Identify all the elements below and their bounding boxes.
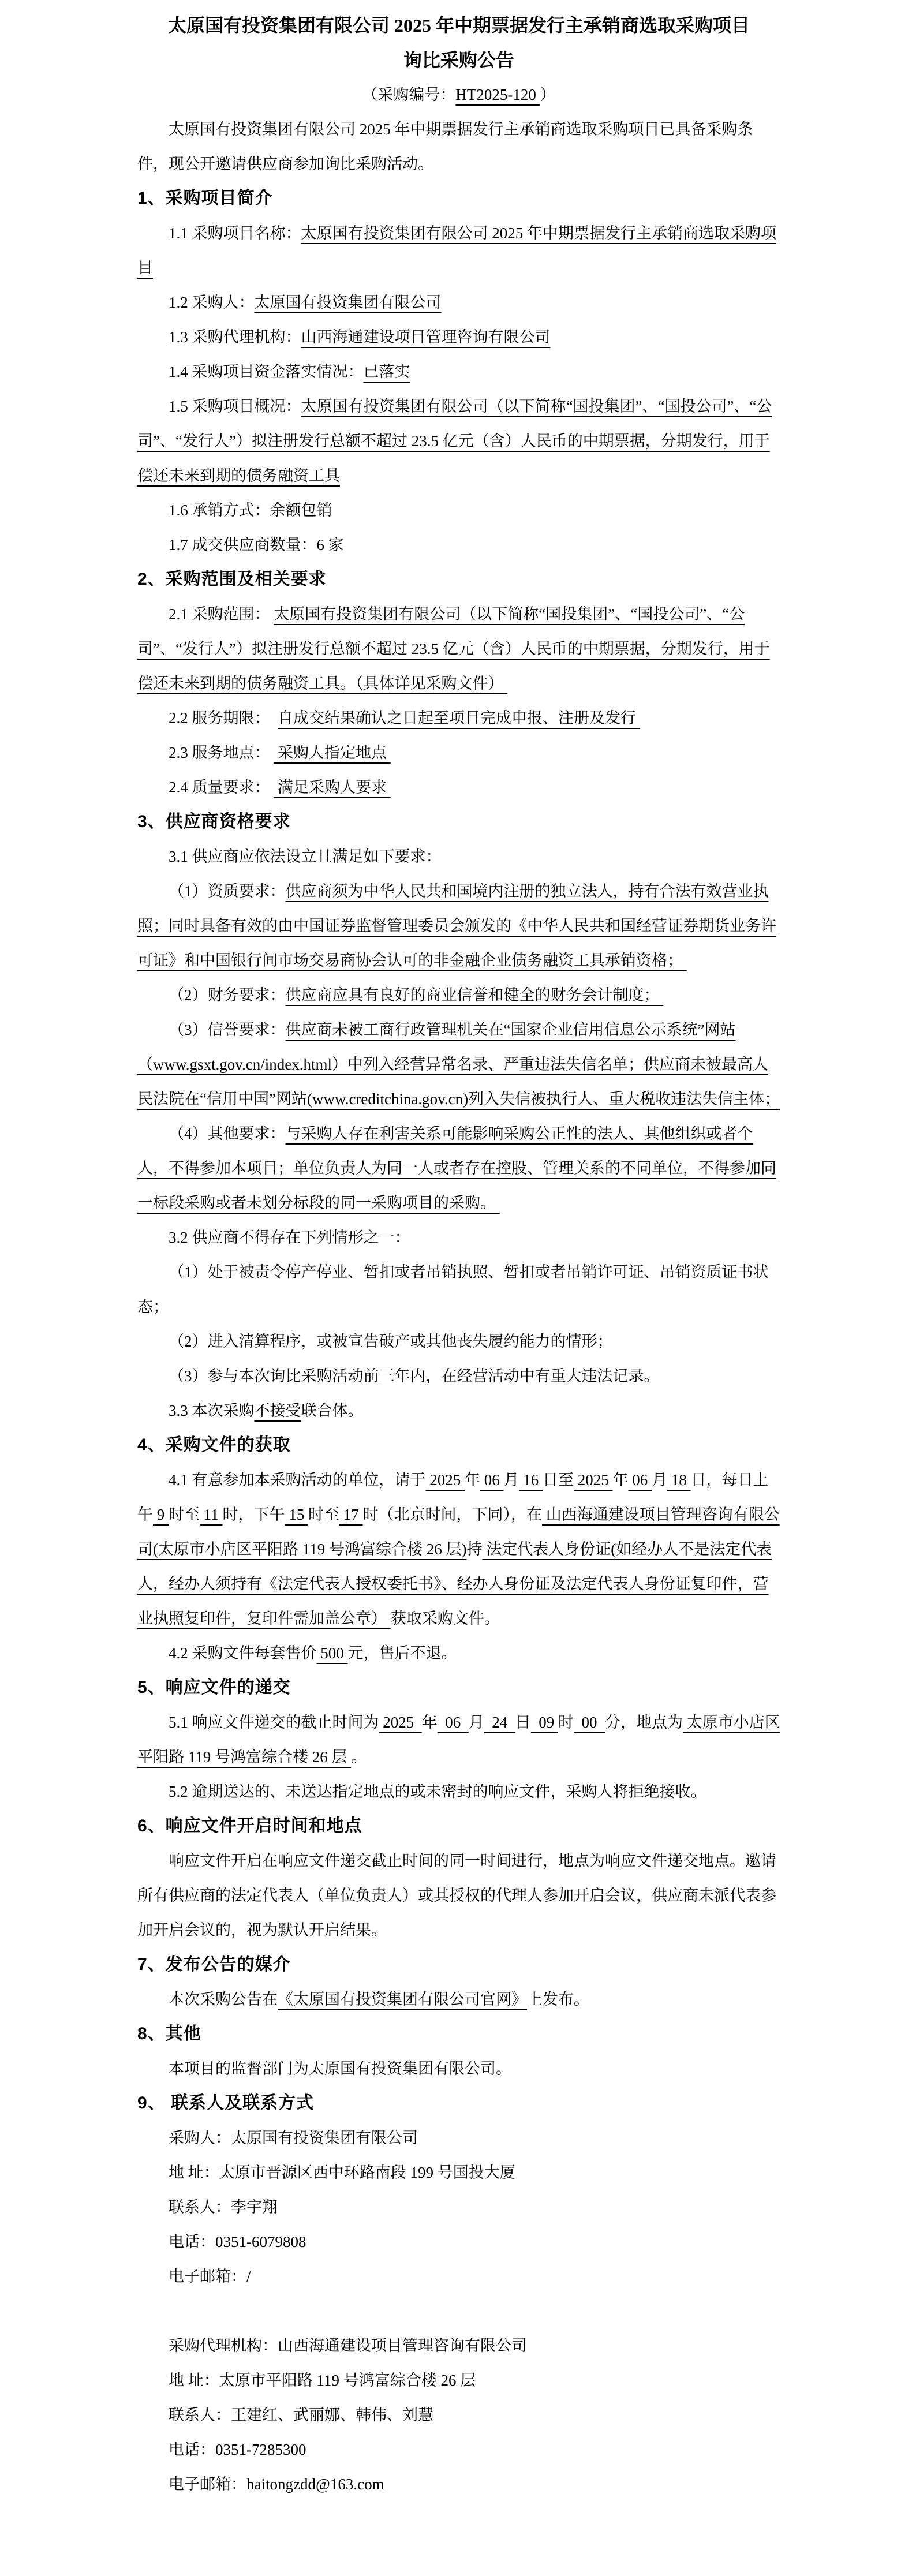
procurement-number-prefix: （采购编号： bbox=[362, 86, 456, 103]
text-run: 获取采购文件。 bbox=[390, 1610, 500, 1627]
text-run: 2.3 服务地点： bbox=[169, 744, 274, 761]
paragraph bbox=[137, 701, 780, 735]
underlined-text: 06 bbox=[628, 1471, 652, 1489]
text-run: 时至 bbox=[308, 1506, 339, 1523]
paragraph bbox=[137, 735, 780, 770]
underlined-text: 06 bbox=[437, 1714, 469, 1731]
paragraph bbox=[137, 2224, 780, 2259]
underlined-text: 09 bbox=[530, 1714, 558, 1731]
text-run: （2）进入清算程序，或被宣告破产或其他丧失履约能力的情形； bbox=[169, 1333, 613, 1350]
text-run: （4）其他要求： bbox=[169, 1125, 286, 1142]
underlined-text: 24 bbox=[484, 1714, 515, 1731]
section-heading: 2、采购范围及相关要求 bbox=[137, 570, 327, 589]
text-run: 月 bbox=[652, 1471, 667, 1489]
paragraph bbox=[137, 839, 780, 874]
text-run: 联系人：王建红、武丽娜、韩伟、刘慧 bbox=[169, 2406, 433, 2424]
underlined-text: 供应商应具有良好的商业信誉和健全的财务会计制度； bbox=[285, 986, 664, 1004]
paragraph bbox=[137, 354, 780, 389]
document-title-line-2: 询比采购公告 bbox=[403, 50, 514, 70]
text-run: 时（北京时间，下同），在 bbox=[362, 1506, 542, 1523]
text-run: 1.4 采购项目资金落实情况： bbox=[169, 363, 364, 380]
underlined-text: 06 bbox=[480, 1471, 504, 1489]
text-run: 1.2 采购人： bbox=[169, 294, 255, 311]
text-run: （2）财务要求： bbox=[169, 986, 286, 1004]
section-heading: 4、采购文件的获取 bbox=[137, 1435, 291, 1455]
document-title-line-1: 太原国有投资集团有限公司 2025 年中期票据发行主承销商选取采购项目 bbox=[167, 15, 750, 36]
paragraph bbox=[137, 2190, 780, 2224]
text-run: 年 bbox=[612, 1471, 629, 1489]
text-run: 电话：0351-7285300 bbox=[169, 2441, 306, 2458]
text-run: 时 bbox=[558, 1714, 574, 1731]
text-run: 日 bbox=[515, 1714, 531, 1731]
underlined-text: 15 bbox=[285, 1506, 308, 1523]
text-run: 年 bbox=[421, 1714, 438, 1731]
paragraph bbox=[137, 1636, 780, 1670]
text-run: 电子邮箱：/ bbox=[169, 2268, 251, 2285]
text-run: 响应文件开启在响应文件递交截止时间的同一时间进行，地点为响应文件递交地点。邀请所有供应商的法定代表人（单位负责人）或其授权的代理人参加开启会议，供应商未派代表参加开启会议的，视为默认开启结果。 bbox=[137, 1852, 776, 1939]
section-heading: 3、供应商资格要求 bbox=[137, 812, 291, 831]
underlined-text: 满足采购人要求 bbox=[274, 779, 391, 796]
section-heading: 9、 联系人及联系方式 bbox=[137, 2093, 315, 2113]
text-run: 电子邮箱：haitongzdd@163.com bbox=[169, 2476, 384, 2493]
paragraph bbox=[137, 597, 780, 701]
underlined-text: 2025 bbox=[574, 1471, 613, 1489]
paragraph bbox=[137, 1012, 780, 1116]
paragraph bbox=[137, 1844, 780, 1947]
underlined-text: 太原国有投资集团有限公司（以下简称“国投集团”、“国投公司”、“公司”、“发行人”）拟注册发行总额不超过 23.5 亿元（含）人民币的中期票据，分期发行，用于偿还未来到期的债务融资工具。（具体详见采购文件） bbox=[137, 605, 770, 692]
paragraph bbox=[137, 2432, 780, 2467]
underlined-text: 与采购人存在利害关系可能影响采购公正性的法人、其他组织或者个人，不得参加本项目；单位负责人为同一人或者存在控股、管理关系的不同单位，不得参加同一标段采购或者未划分标段的同一采购项目的采购。 bbox=[137, 1125, 776, 1212]
procurement-number-suffix: ） bbox=[540, 86, 556, 103]
text-run: 5.1 响应文件递交的截止时间为 bbox=[169, 1714, 379, 1731]
paragraph bbox=[137, 1220, 780, 1255]
paragraph bbox=[137, 2294, 780, 2328]
text-run: （1）资质要求： bbox=[169, 883, 286, 900]
paragraph bbox=[137, 1324, 780, 1359]
text-run: 3.1 供应商应依法设立且满足如下要求： bbox=[169, 848, 442, 865]
paragraph bbox=[137, 1116, 780, 1220]
text-run: （3）信誉要求： bbox=[169, 1021, 286, 1038]
procurement-number-line bbox=[137, 77, 780, 112]
text-run: 1.3 采购代理机构： bbox=[169, 328, 301, 346]
underlined-text: 《太原国有投资集团有限公司官网》 bbox=[278, 1991, 527, 2008]
text-run: 2.4 质量要求： bbox=[169, 779, 274, 796]
underlined-text: 2025 bbox=[425, 1471, 465, 1489]
paragraph bbox=[137, 1255, 780, 1324]
underlined-text: 太原国有投资集团有限公司 bbox=[254, 294, 442, 311]
underlined-text: 自成交结果确认之日起至项目完成申报、注册及发行 bbox=[278, 709, 640, 727]
text-run: 。 bbox=[351, 1748, 367, 1766]
text-run: 3.2 供应商不得存在下列情形之一： bbox=[169, 1229, 410, 1246]
underlined-text: 不接受 bbox=[254, 1402, 301, 1419]
paragraph bbox=[137, 2328, 780, 2363]
underlined-text: 17 bbox=[339, 1506, 363, 1523]
underlined-text: 已落实 bbox=[363, 363, 410, 380]
paragraph bbox=[137, 320, 780, 354]
text-run: 分，地点为 bbox=[605, 1714, 683, 1731]
paragraph bbox=[137, 770, 780, 805]
text-run: （3）参与本次询比采购活动前三年内，在经营活动中有重大违法记录。 bbox=[169, 1367, 660, 1385]
text-run: 2.2 服务期限： bbox=[169, 709, 278, 727]
text-run: 联系人：李宇翔 bbox=[169, 2199, 278, 2216]
text-run bbox=[169, 2302, 173, 2320]
underlined-text: 山西海通建设项目管理咨询有限公司(太原市小店区平阳路 119 号鸿富综合楼 26 层) bbox=[137, 1506, 780, 1558]
text-run: 本项目的监督部门为太原国有投资集团有限公司。 bbox=[169, 2060, 511, 2077]
underlined-text: 采购人指定地点 bbox=[274, 744, 391, 761]
text-run: 4.1 有意参加本采购活动的单位，请于 bbox=[169, 1471, 426, 1489]
text-run: 电话：0351-6079808 bbox=[169, 2233, 306, 2250]
text-run: 月 bbox=[503, 1471, 519, 1489]
paragraph bbox=[137, 1705, 780, 1774]
paragraph bbox=[137, 2259, 780, 2294]
text-run: 上发布。 bbox=[527, 1991, 589, 2008]
paragraph bbox=[137, 389, 780, 493]
text-run: 采购代理机构：山西海通建设项目管理咨询有限公司 bbox=[169, 2337, 527, 2354]
text-run: 地 址：太原市平阳路 119 号鸿富综合楼 26 层 bbox=[169, 2372, 476, 2389]
paragraph bbox=[137, 2155, 780, 2190]
text-run: 持 bbox=[466, 1541, 483, 1558]
underlined-text: 11 bbox=[200, 1506, 223, 1523]
text-run: 1.6 承销方式：余额包销 bbox=[169, 502, 332, 519]
text-run: 1.7 成交供应商数量：6 家 bbox=[169, 536, 344, 554]
paragraph bbox=[137, 1463, 780, 1636]
text-run: 日，每日上午 bbox=[137, 1471, 769, 1523]
underlined-text: 山西海通建设项目管理咨询有限公司 bbox=[301, 328, 551, 346]
text-run: 地 址：太原市晋源区西中环路南段 199 号国投大厦 bbox=[169, 2164, 515, 2181]
underlined-text: 500 bbox=[316, 1644, 348, 1662]
paragraph bbox=[137, 2051, 780, 2086]
text-run: （1）处于被责令停产停业、暂扣或者吊销执照、暂扣或者吊销许可证、吊销资质证书状态； bbox=[137, 1263, 769, 1315]
document-body bbox=[137, 112, 780, 2502]
paragraph bbox=[137, 2363, 780, 2398]
paragraph bbox=[137, 1982, 780, 2017]
text-run: 4.2 采购文件每套售价 bbox=[169, 1644, 317, 1662]
section-heading: 7、发布公告的媒介 bbox=[137, 1955, 291, 1974]
paragraph bbox=[137, 1359, 780, 1393]
underlined-text: 2025 bbox=[379, 1714, 422, 1731]
text-run: 时至 bbox=[169, 1506, 200, 1523]
paragraph bbox=[137, 216, 780, 285]
text-run: 2.1 采购范围： bbox=[169, 605, 274, 623]
text-run: 日至 bbox=[543, 1471, 574, 1489]
underlined-text: 法定代表人身份证(如经办人不是法定代表人，经办人须持有《法定代表人授权委托书》、经办人身份证及法定代表人身份证复印件，营业执照复印件，复印件需加盖公章） bbox=[137, 1541, 772, 1627]
paragraph bbox=[137, 528, 780, 562]
text-run: 元，售后不退。 bbox=[347, 1644, 457, 1662]
underlined-text: 供应商未被工商行政管理机关在“国家企业信用信息公示系统”网站（www.gsxt.gov.cn/index.html）中列入经营异常名录、严重违法失信名单；供应商未被最高人民法院在“信用中国”网站(www.creditchina.gov.cn)列入失信被执行人、重大税收违法失信主体； bbox=[137, 1021, 780, 1108]
underlined-text: 18 bbox=[667, 1471, 691, 1489]
paragraph bbox=[137, 874, 780, 978]
paragraph bbox=[137, 2121, 780, 2155]
paragraph bbox=[137, 2398, 780, 2432]
text-run: 年 bbox=[465, 1471, 480, 1489]
text-run: 1.1 采购项目名称： bbox=[169, 225, 301, 242]
section-heading: 8、其他 bbox=[137, 2024, 201, 2043]
underlined-text: 00 bbox=[574, 1714, 605, 1731]
paragraph bbox=[137, 112, 780, 181]
text-run: 采购人：太原国有投资集团有限公司 bbox=[169, 2129, 418, 2147]
text-run: 3.3 本次采购 bbox=[169, 1402, 255, 1419]
paragraph bbox=[137, 1393, 780, 1428]
paragraph bbox=[137, 493, 780, 528]
underlined-text: 太原国有投资集团有限公司 2025 年中期票据发行主承销商选取采购项目 bbox=[137, 225, 776, 276]
text-run: 联合体。 bbox=[301, 1402, 364, 1419]
paragraph bbox=[137, 285, 780, 320]
section-heading: 5、响应文件的递交 bbox=[137, 1678, 291, 1697]
text-run: 1.5 采购项目概况： bbox=[169, 398, 301, 415]
section-heading: 6、响应文件开启时间和地点 bbox=[137, 1816, 362, 1835]
paragraph bbox=[137, 978, 780, 1012]
underlined-text: 太原国有投资集团有限公司（以下简称“国投集团”、“国投公司”、“公司”、“发行人”）拟注册发行总额不超过 23.5 亿元（含）人民币的中期票据，分期发行，用于偿还未来到期的债务融资工具 bbox=[137, 398, 772, 484]
paragraph bbox=[137, 2467, 780, 2502]
text-run: 时，下午 bbox=[222, 1506, 285, 1523]
section-heading: 1、采购项目简介 bbox=[137, 189, 273, 208]
procurement-number: HT2025-120 bbox=[455, 86, 540, 103]
paragraph bbox=[137, 1774, 780, 1809]
text-run: 月 bbox=[468, 1714, 484, 1731]
text-run: 太原国有投资集团有限公司 2025 年中期票据发行主承销商选取采购项目已具备采购条件，现公开邀请供应商参加询比采购活动。 bbox=[137, 121, 753, 173]
text-run: 本次采购公告在 bbox=[169, 1991, 278, 2008]
underlined-text: 太原市小店区平阳路 119 号鸿富综合楼 26 层 bbox=[137, 1714, 780, 1766]
underlined-text: 16 bbox=[519, 1471, 543, 1489]
underlined-text: 9 bbox=[153, 1506, 169, 1523]
underlined-text: 供应商须为中华人民共和国境内注册的独立法人，持有合法有效营业执照；同时具备有效的由中国证券监督管理委员会颁发的《中华人民共和国经营证券期货业务许可证》和中国银行间市场交易商协会认可的非金融企业债务融资工具承销资格； bbox=[137, 883, 776, 969]
text-run: 5.2 逾期送达的、未送达指定地点的或未密封的响应文件，采购人将拒绝接收。 bbox=[169, 1783, 706, 1800]
